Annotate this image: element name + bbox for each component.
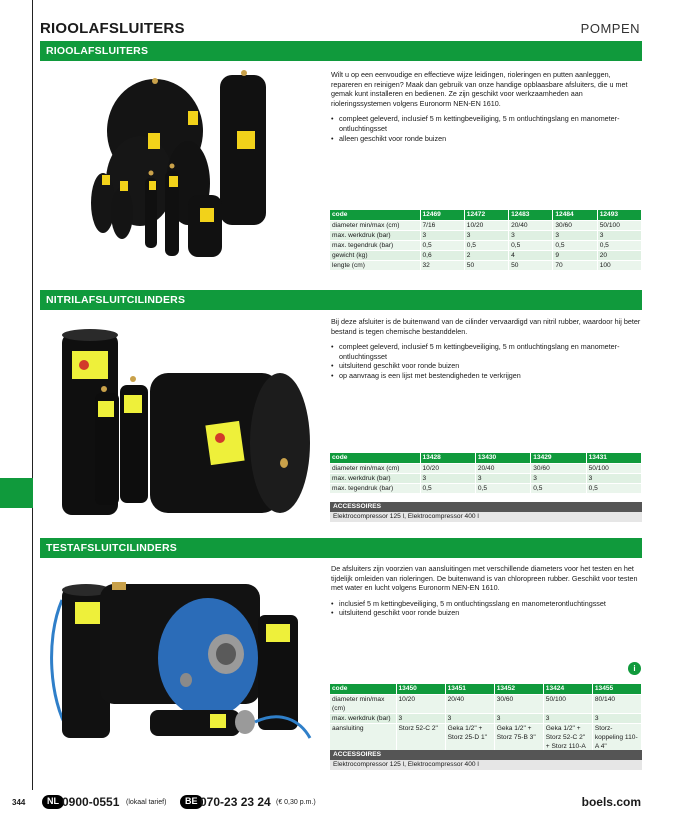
table-cell: diameter min/max (cm)	[330, 694, 396, 713]
table-cell: 3	[475, 473, 530, 483]
table-cell: 10/20	[396, 694, 445, 713]
table-cell: max. werkdruk (bar)	[330, 473, 420, 483]
table-cell: 0,5	[531, 483, 586, 493]
be-phone-note: (€ 0,30 p.m.)	[276, 799, 316, 806]
table-header-cell: 13452	[494, 684, 543, 694]
table-header-cell: 12493	[597, 210, 641, 220]
table-row	[330, 260, 642, 270]
feature-item: • uitsluitend geschikt voor ronde buizen	[331, 608, 642, 618]
chapter-tab	[0, 478, 33, 508]
table-cell: 10/20	[420, 463, 475, 473]
table-cell: 0,5	[586, 483, 641, 493]
feature-item: • alleen geschikt voor ronde buizen	[331, 134, 642, 144]
description-text: De afsluiters zijn voorzien van aansluitingen met verschillende diameters voor het testen en het tijdelijk omleiden van rioleringen. De buitenwand is van chloropreen rubber. Geschikt voor testen met water en lucht volgens Euronorm NEN-EN 1610.	[331, 564, 638, 593]
table-header-cell: 13429	[531, 453, 586, 463]
table-header-cell: 13428	[420, 453, 475, 463]
table-header-cell: 13450	[396, 684, 445, 694]
feature-item: • op aanvraag is een lijst met bestendigheden te verkrijgen	[331, 371, 642, 381]
table-row	[330, 220, 642, 230]
info-icon: i	[628, 662, 641, 675]
table-header-cell: 12472	[464, 210, 508, 220]
table-cell: 0,5	[597, 240, 641, 250]
table-cell: 50/100	[597, 220, 641, 230]
product-photo-testafsluitcilinders	[40, 560, 324, 760]
accessories-box	[330, 750, 642, 770]
table-header-cell: 13424	[543, 684, 592, 694]
table-cell: 100	[597, 260, 641, 270]
table-header-cell: 12483	[509, 210, 553, 220]
table-cell: gewicht (kg)	[330, 250, 420, 260]
table-cell: 32	[420, 260, 464, 270]
table-cell: 3	[509, 230, 553, 240]
page-margin-line	[32, 0, 33, 790]
feature-list	[331, 599, 642, 618]
section-band-nitrilafsluitcilinders: NITRILAFSLUITCILINDERS	[40, 290, 642, 310]
table-cell: 0,6	[420, 250, 464, 260]
table-cell: 3	[420, 230, 464, 240]
spec-table-nitrilafsluitcilinders	[330, 453, 642, 493]
table-cell: 0,5	[509, 240, 553, 250]
table-header-row	[330, 684, 642, 694]
section-band-rioolafsluiters: RIOOLAFSLUITERS	[40, 41, 642, 61]
table-cell: 50	[464, 260, 508, 270]
be-badge: BE	[180, 795, 203, 809]
table-header-row	[330, 453, 642, 463]
table-cell: 7/16	[420, 220, 464, 230]
table-cell: 0,5	[475, 483, 530, 493]
be-phone: 070-23 23 24	[200, 795, 271, 809]
table-cell: 3	[396, 713, 445, 723]
table-row	[330, 713, 642, 723]
page-category: POMPEN	[580, 21, 640, 36]
table-cell: 0,5	[420, 240, 464, 250]
table-cell: 0,5	[553, 240, 597, 250]
table-cell: Storz-koppeling 110-A 4"	[592, 723, 641, 760]
feature-list	[331, 342, 642, 380]
table-cell: 20/40	[509, 220, 553, 230]
table-header-cell: 13455	[592, 684, 641, 694]
table-cell: aansluiting	[330, 723, 396, 760]
table-cell: 50/100	[586, 463, 641, 473]
description-text: Bij deze afsluiter is de buitenwand van de cilinder vervaardigd van nitril rubber, waardoor hij beter bestand is tegen chemische bestanddelen.	[331, 317, 641, 336]
table-cell: 3	[553, 230, 597, 240]
nl-phone-note: (lokaal tarief)	[126, 799, 167, 806]
table-row	[330, 240, 642, 250]
feature-list	[331, 114, 642, 143]
table-cell: diameter min/max (cm)	[330, 463, 420, 473]
table-cell: 50/100	[543, 694, 592, 713]
table-header-cell: 13451	[445, 684, 494, 694]
feature-item: • uitsluitend geschikt voor ronde buizen	[331, 361, 642, 371]
section-description-testafsluitcilinders	[331, 564, 642, 618]
table-cell: 3	[420, 473, 475, 483]
page-title: RIOOLAFSLUITERS	[40, 20, 185, 37]
table-row	[330, 694, 642, 713]
accessories-label: ACCESSOIRES	[330, 750, 642, 760]
nl-phone: 0900-0551	[62, 795, 120, 809]
table-cell: 20	[597, 250, 641, 260]
table-cell: diameter min/max (cm)	[330, 220, 420, 230]
table-cell: 70	[553, 260, 597, 270]
table-header-cell: code	[330, 453, 420, 463]
feature-item: • compleet geleverd, inclusief 5 m kettingbeveiliging, 5 m ontluchtingslang en manometer-ontluchtingsset	[331, 114, 642, 133]
table-header-cell: 13430	[475, 453, 530, 463]
table-row	[330, 473, 642, 483]
table-cell: 80/140	[592, 694, 641, 713]
page-header	[40, 18, 642, 42]
accessories-text: Elektrocompressor 125 l, Elektrocompressor 400 l	[330, 512, 642, 522]
table-cell: 30/60	[494, 694, 543, 713]
table-cell: max. werkdruk (bar)	[330, 713, 396, 723]
section-description-rioolafsluiters	[331, 70, 642, 143]
page-number: 344	[12, 798, 26, 807]
table-cell: 0,5	[420, 483, 475, 493]
section-band-testafsluitcilinders: TESTAFSLUITCILINDERS	[40, 538, 642, 558]
table-cell: 20/40	[475, 463, 530, 473]
table-header-cell: code	[330, 210, 420, 220]
product-photo-rioolafsluiters	[40, 63, 324, 283]
table-cell: max. werkdruk (bar)	[330, 230, 420, 240]
table-row	[330, 463, 642, 473]
table-cell: 9	[553, 250, 597, 260]
table-header-cell: 12484	[553, 210, 597, 220]
table-cell: 3	[592, 713, 641, 723]
section-description-nitrilafsluitcilinders	[331, 317, 642, 381]
table-cell: 4	[509, 250, 553, 260]
table-cell: 3	[445, 713, 494, 723]
page-footer	[0, 792, 676, 816]
table-row	[330, 483, 642, 493]
table-cell: Geka 1/2" + Storz 75-B 3"	[494, 723, 543, 760]
accessories-box	[330, 502, 642, 522]
description-text: Wilt u op een eenvoudige en effectieve wijze leidingen, rioleringen en putten aanleggen, repareren en reinigen? Maak dan gebruik van onze handige opblaasbare afsluiters, die u met gemak kunt installeren en bedienen. Ze zijn geschikt voor werkzaamheden aan rioleringssystemen volgens Euronorm NEN-EN 1610.	[331, 70, 628, 108]
spec-table-rioolafsluiters	[330, 210, 642, 270]
table-cell: max. tegendruk (bar)	[330, 483, 420, 493]
spec-table-testafsluitcilinders	[330, 684, 642, 760]
table-header-cell: 12469	[420, 210, 464, 220]
table-cell: Geka 1/2" + Storz 25-D 1"	[445, 723, 494, 760]
table-cell: lengte (cm)	[330, 260, 420, 270]
table-cell: 3	[531, 473, 586, 483]
table-cell: 10/20	[464, 220, 508, 230]
table-row	[330, 230, 642, 240]
table-cell: 3	[494, 713, 543, 723]
feature-item: • inclusief 5 m kettingbeveiliging, 5 m ontluchtingsslang en manometerontluchtingsset	[331, 599, 642, 609]
table-cell: Storz 52-C 2"	[396, 723, 445, 760]
feature-item: • compleet geleverd, inclusief 5 m kettingbeveiliging, 5 m ontluchtingslang en manometer-ontluchtingsset	[331, 342, 642, 361]
table-cell: 3	[586, 473, 641, 483]
table-cell: 50	[509, 260, 553, 270]
table-cell: 2	[464, 250, 508, 260]
table-cell: 30/60	[553, 220, 597, 230]
product-photo-nitrilafsluitcilinders	[40, 313, 324, 525]
table-cell: 0,5	[464, 240, 508, 250]
table-cell: 3	[597, 230, 641, 240]
table-cell: 20/40	[445, 694, 494, 713]
accessories-label: ACCESSOIRES	[330, 502, 642, 512]
table-cell: 30/60	[531, 463, 586, 473]
table-header-cell: code	[330, 684, 396, 694]
table-row	[330, 250, 642, 260]
accessories-text: Elektrocompressor 125 l, Elektrocompressor 400 l	[330, 760, 642, 770]
table-cell: 3	[464, 230, 508, 240]
table-header-cell: 13431	[586, 453, 641, 463]
nl-badge: NL	[42, 795, 64, 809]
table-cell: max. tegendruk (bar)	[330, 240, 420, 250]
table-header-row	[330, 210, 642, 220]
table-cell: 3	[543, 713, 592, 723]
table-cell: Geka 1/2" + Storz 52-C 2" + Storz 110-A	[543, 723, 592, 760]
website-link[interactable]: boels.com	[581, 795, 641, 809]
